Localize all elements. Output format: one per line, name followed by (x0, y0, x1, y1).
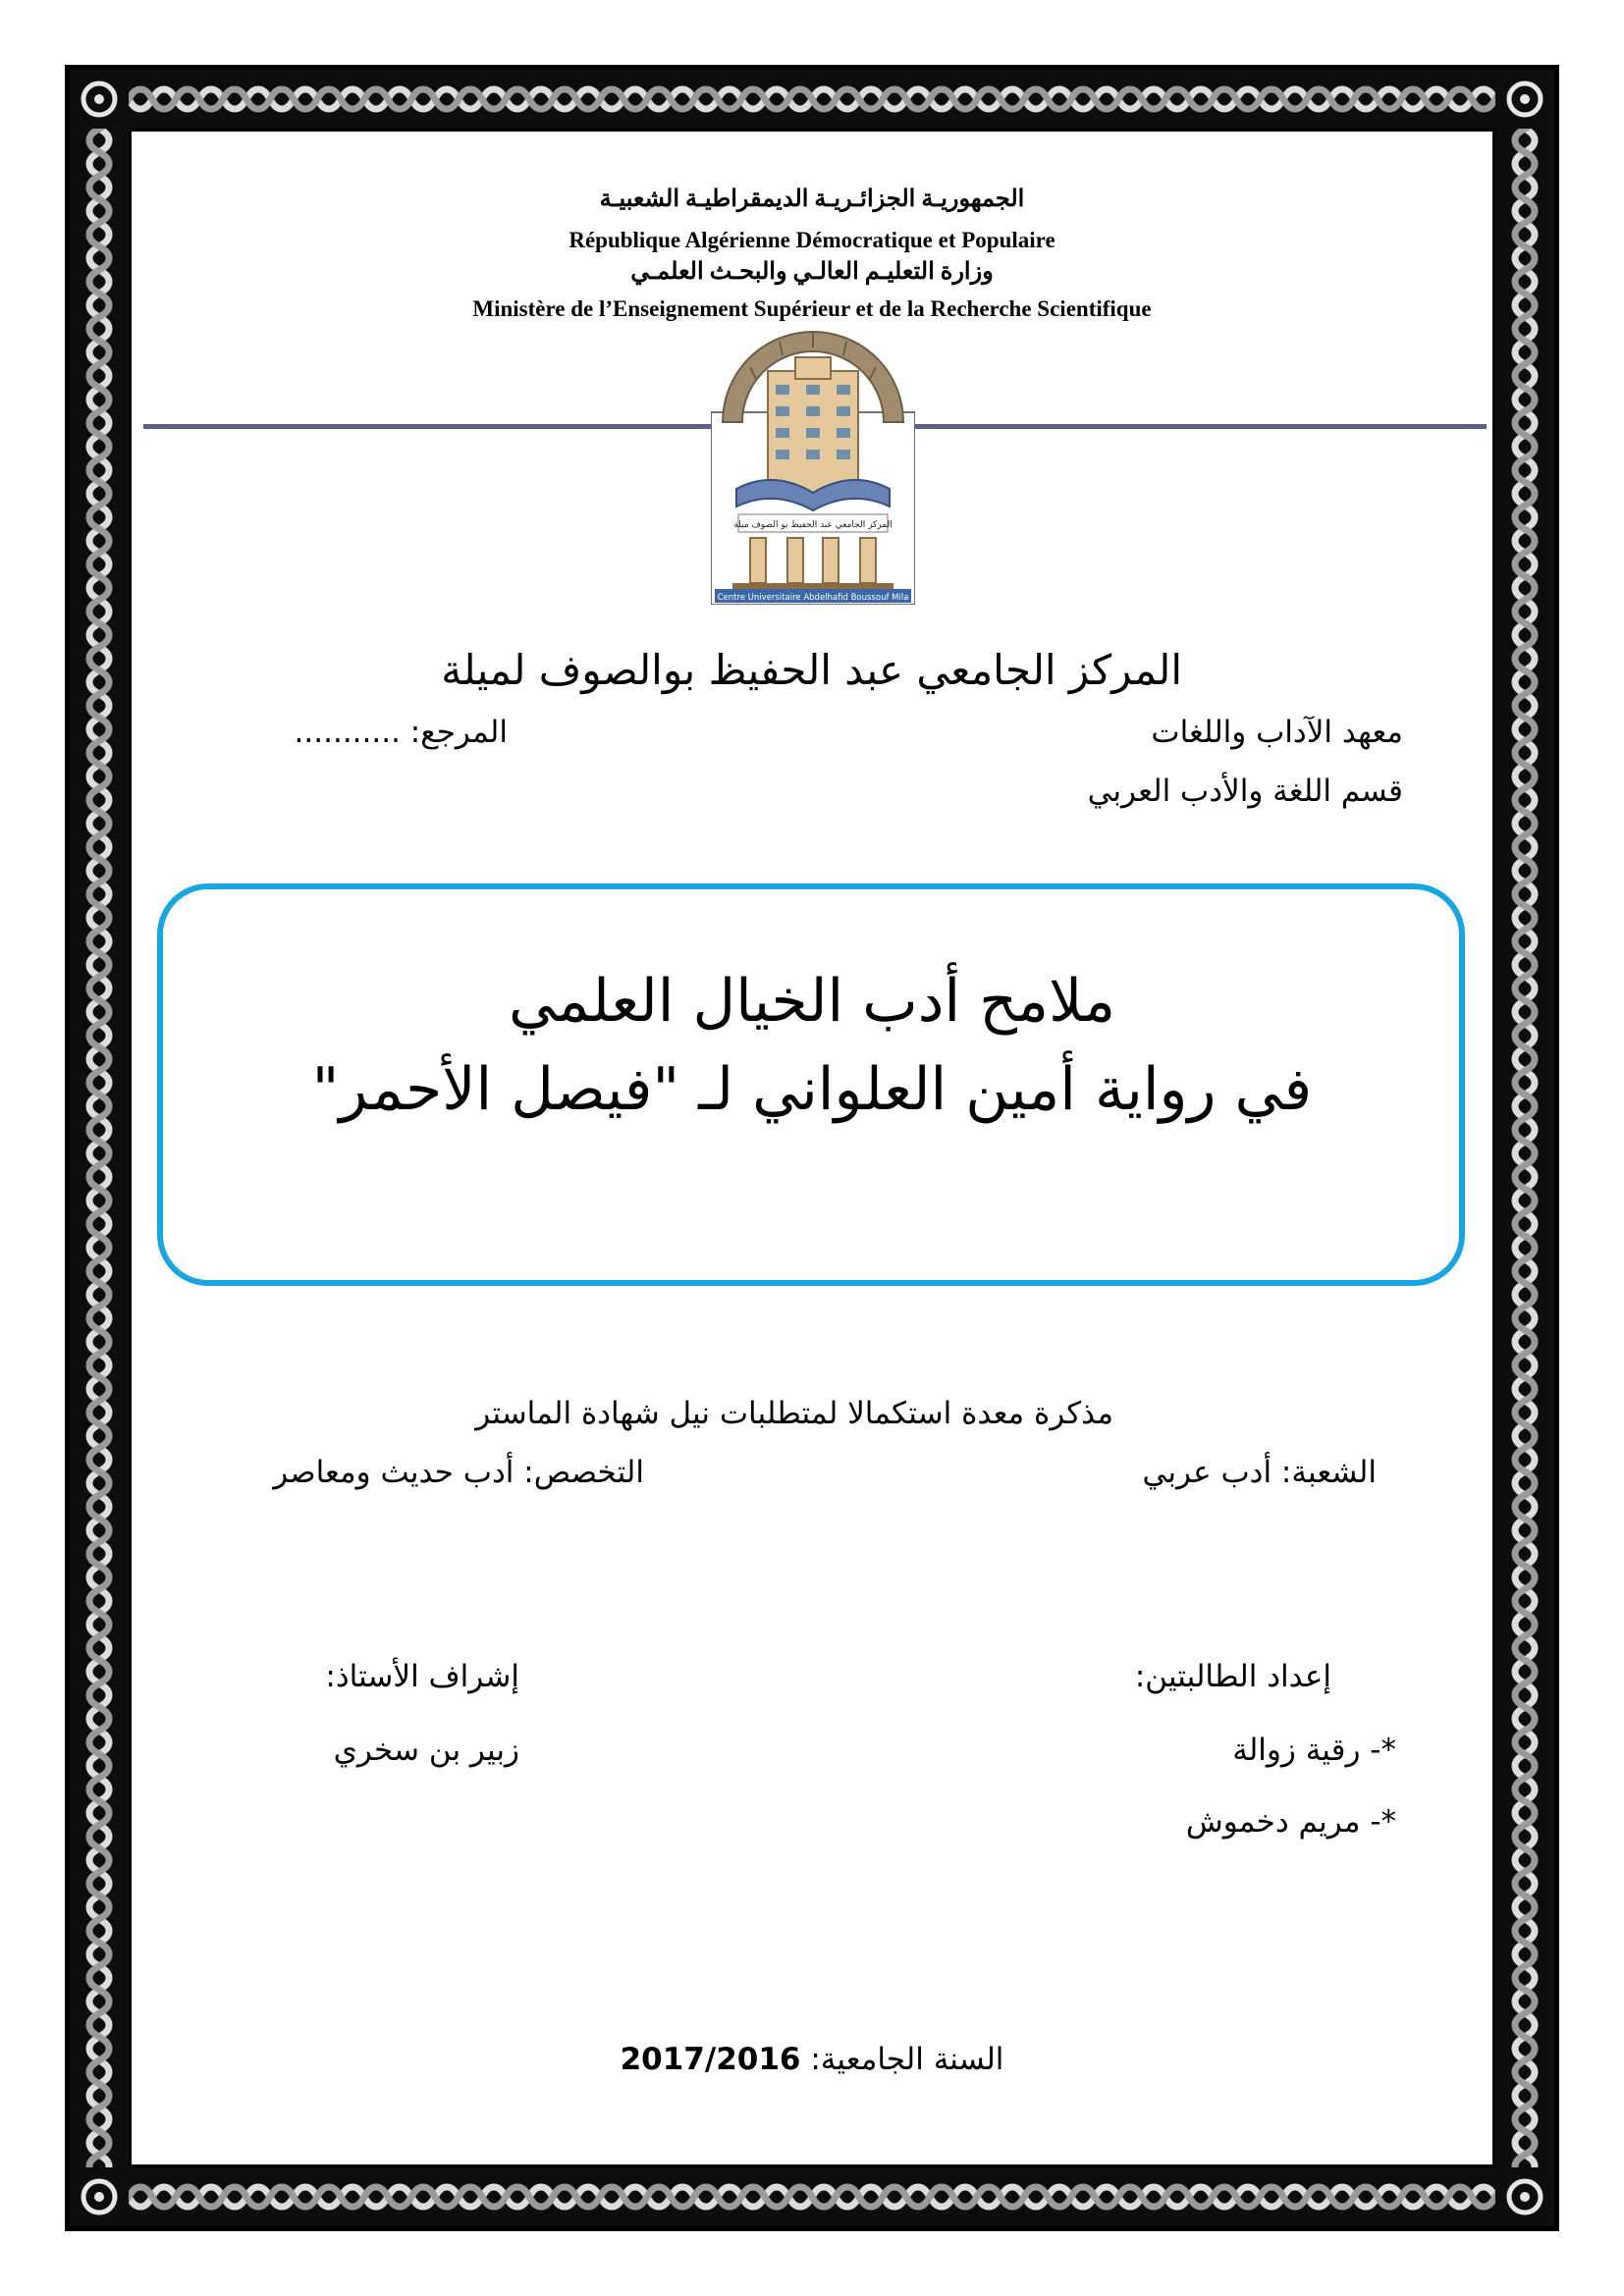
prepared-by-label: إعداد الطالبتين: (1134, 1659, 1331, 1694)
header-divider-right (915, 424, 1487, 429)
header-ministry-arabic: وزارة التعليـم العالـي والبحـث العلمـي (630, 259, 994, 285)
header-republic-arabic: الجمهوريـة الجزائـريـة الديمقراطيـة الشعبيـة (599, 187, 1025, 212)
academic-year-value: 2017/2016 (620, 2042, 801, 2077)
thesis-description: مذكرة معدة استكمالا لمتطلبات نيل شهادة الماستر (475, 1396, 1113, 1431)
svg-text:المركز الجامعي عبد الحفيظ بو ا: المركز الجامعي عبد الحفيظ بو الصوف ميلة (733, 520, 893, 530)
header-divider-left (143, 424, 711, 429)
institute-name: معهد الآداب واللغات (1151, 715, 1403, 750)
branch-field: الشعبة: أدب عربي (1142, 1455, 1377, 1490)
thesis-title-line-1: ملامح أدب الخيال العلمي (508, 967, 1116, 1036)
reference-field: المرجع: ........... (294, 715, 508, 750)
academic-year-label: السنة الجامعية: (810, 2042, 1004, 2077)
decorative-border-top (70, 70, 1554, 129)
supervisor-label: إشراف الأستاذ: (325, 1659, 519, 1694)
decorative-border-right (1495, 70, 1554, 2226)
corner-ornament-icon (70, 2167, 129, 2226)
header-ministry-french: Ministère de l’Enseignement Supérieur et de la Recherche Scientifique (472, 296, 1152, 321)
thesis-title-line-2: في رواية أمين العلواني لـ "فيصل الأحمر" (311, 1055, 1313, 1124)
academic-year (0, 2042, 1624, 2077)
corner-ornament-icon (70, 70, 129, 129)
student-name: *- مريم دخموش (1185, 1804, 1396, 1840)
supervisor-name: زبير بن سخري (333, 1733, 519, 1768)
decorative-border-left (70, 70, 129, 2226)
university-center-name: المركز الجامعي عبد الحفيظ بوالصوف لميلة (441, 646, 1182, 694)
speciality-field: التخصص: أدب حديث ومعاصر (273, 1455, 644, 1490)
decorative-border-bottom (70, 2167, 1554, 2226)
student-name: *- رقية زوالة (1232, 1733, 1396, 1768)
header-republic-french: République Algérienne Démocratique et Populaire (568, 228, 1056, 252)
svg-text:Centre Universitaire Abdelhafi: Centre Universitaire Abdelhafid Boussouf Mila (717, 593, 909, 603)
department-name: قسم اللغة والأدب العربي (1087, 774, 1403, 809)
corner-ornament-icon (1495, 70, 1554, 129)
university-logo-icon (711, 328, 915, 605)
corner-ornament-icon (1495, 2167, 1554, 2226)
